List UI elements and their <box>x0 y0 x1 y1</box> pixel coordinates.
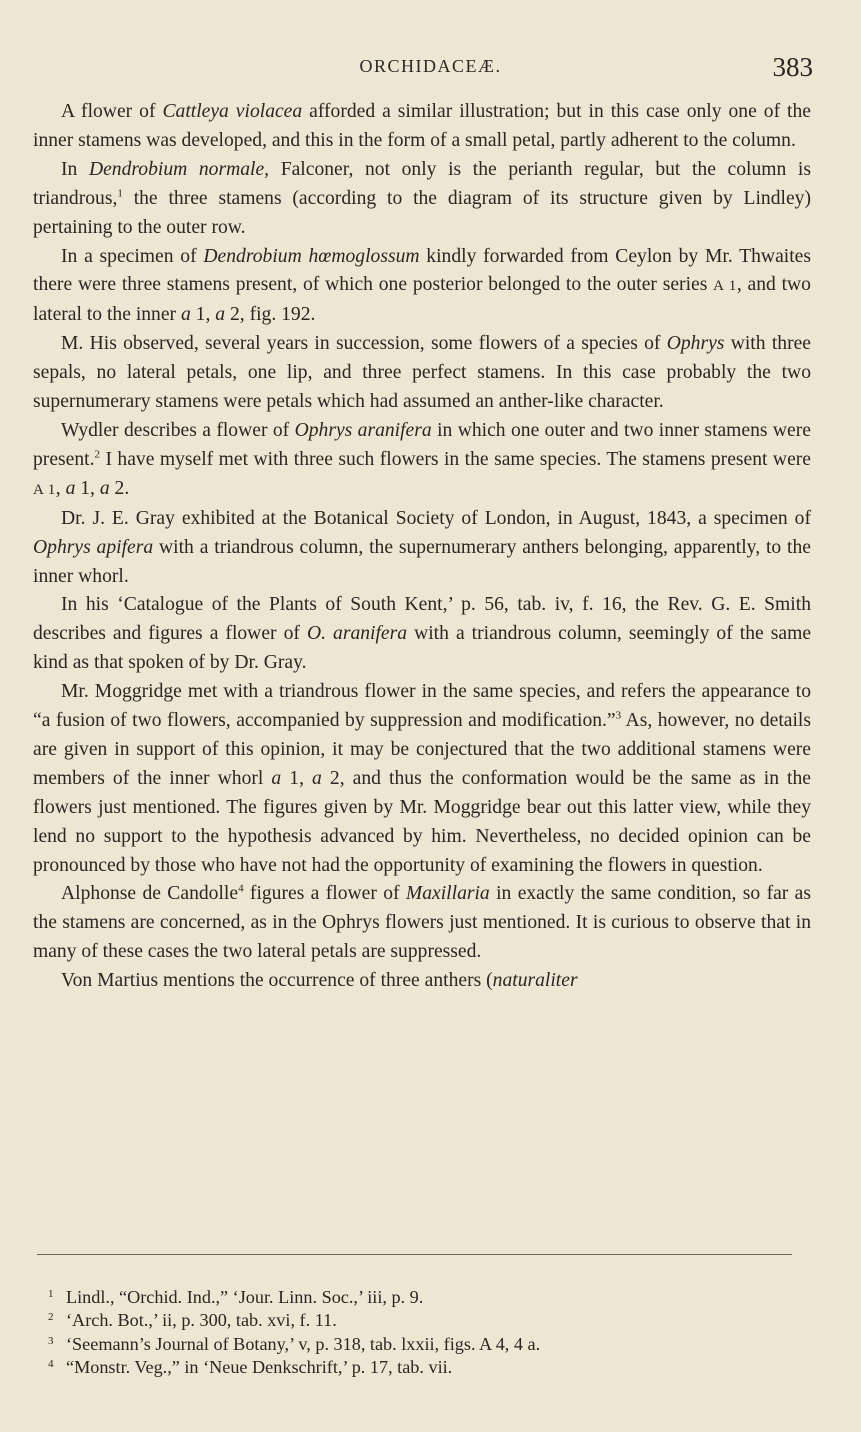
footnote <box>48 1309 808 1332</box>
text-run: afforded a similar illustration; but in this case only one of the inner stamens was developed, and this in the form of a small petal, partly adherent to the column. <box>33 101 811 151</box>
paragraph <box>33 880 811 967</box>
text-run: 2. <box>109 477 130 499</box>
text-run: Falconer, not only is the perianth regular, but the column is triandrous, <box>33 158 811 209</box>
text-run: 2, fig. 192. <box>225 304 316 326</box>
italic-run: Cattleya violacea <box>162 101 303 122</box>
text-run: Wydler describes a flower of <box>61 419 295 441</box>
text-run: , <box>55 477 66 499</box>
text-run: Mr. Moggridge met with a triandrous flower in the same species, and refers the appearance to “a fusion of two flowers, accompanied by suppression and modification.” <box>33 681 811 732</box>
italic-run: Dendrobium hœmoglossum <box>203 245 420 267</box>
paragraph <box>33 330 811 417</box>
footnote-text: Lindl., “Orchid. Ind.,” ‘Jour. Linn. Soc.,’ iii, p. 9. <box>66 1287 424 1307</box>
text-run: Dr. J. E. Gray exhibited at the Botanical Society of London, in August, 1843, a specimen of <box>61 507 811 529</box>
text-run: A flower of <box>61 101 163 122</box>
paragraph <box>33 417 811 505</box>
page-number: 383 <box>772 52 813 82</box>
text-run: In his ‘Catalogue of the Plants of South Kent,’ p. 56, tab. iv, f. 16, the Rev. G. E. Smith describes and figures a flower of <box>33 594 811 645</box>
paragraph <box>33 98 811 156</box>
text-run: the three stamens (according to the diagram of its structure given by Lindley) pertaining to the outer row. <box>33 187 811 238</box>
italic-run: Ophrys aranifera <box>294 419 432 441</box>
running-title: ORCHIDACEÆ. <box>359 56 502 76</box>
footnote-number: 4 <box>48 1357 54 1370</box>
text-run: kindly forwarded from Ceylon by Mr. Thwaites there were three stamens present, of which one posterior belonged to the outer series <box>33 245 811 296</box>
text-run: , and two lateral to the inner <box>33 274 811 326</box>
text-run: in which one outer and two inner stamens were present. <box>33 419 811 470</box>
paragraph <box>33 156 811 243</box>
footnote-number: 1 <box>48 1288 54 1300</box>
text-run: figures a flower of <box>243 883 406 905</box>
text-run: I have myself met with three such flowers in the same species. The stamens present were <box>99 448 811 470</box>
italic-run: a <box>180 304 191 326</box>
body-text <box>33 98 811 996</box>
text-run: A 1 <box>33 481 56 498</box>
footnote-text: ‘Arch. Bot.,’ ii, p. 300, tab. xvi, f. 11. <box>66 1310 337 1331</box>
text-run: with a triandrous column, seemingly of the same kind as that spoken of by Dr. Gray. <box>33 623 812 674</box>
paragraph <box>33 243 811 331</box>
running-head <box>0 52 861 86</box>
text-run: with three sepals, no lateral petals, one lip, and three perfect stamens. In this case probably the two supernumerary stamens were petals which had assumed an anther-like character. <box>33 333 811 413</box>
footnote-number: 2 <box>48 1311 54 1324</box>
italic-run: a <box>271 767 282 789</box>
text-run: with a triandrous column, the supernumerary anthers belonging, apparently, to the inner whorl. <box>33 536 811 587</box>
paragraph <box>33 505 811 592</box>
paragraph <box>33 967 811 996</box>
footnote-ref: 4 <box>238 882 244 895</box>
text-run: A 1 <box>713 278 737 295</box>
italic-run: Ophrys <box>666 333 725 355</box>
text-run: M. His observed, several years in succession, some flowers of a species of <box>61 333 667 355</box>
text-run: Alphonse de Candolle <box>61 883 239 905</box>
italic-run: O. aranifera <box>306 623 408 645</box>
footnote <box>48 1356 808 1379</box>
footnote-ref: 2 <box>94 448 100 461</box>
italic-run: Dendrobium normale, <box>88 158 270 180</box>
text-run: In <box>61 158 89 180</box>
text-run: Von Martius mentions the occurrence of three anthers ( <box>61 970 493 992</box>
italic-run: a <box>215 304 226 326</box>
footnote-rule <box>37 1254 792 1255</box>
italic-run: Ophrys apifera <box>33 536 154 558</box>
text-run: In a specimen of <box>61 245 204 267</box>
text-run: 1, <box>190 304 216 326</box>
italic-run: naturaliter <box>492 970 578 992</box>
footnote-text: ‘Seemann’s Journal of Botany,’ v, p. 318, tab. lxxii, figs. A 4, 4 a. <box>66 1333 541 1354</box>
text-run: 1, <box>75 477 100 499</box>
italic-run: Maxillaria <box>405 883 490 905</box>
footnote-ref: 1 <box>117 187 123 200</box>
text-run: 2, and thus the conformation would be the same as in the flowers just mentioned. The figures given by Mr. Moggridge bear out this latter view, while they lend no support to the hypothesis advanced by him. Nevertheless, no decided opinion can be pronounced by those who have not had the opportunity of examining the flowers in question. <box>33 767 811 876</box>
text-run: As, however, no details are given in support of this opinion, it may be conjectured that the two additional stamens were members of the inner whorl <box>33 710 811 789</box>
italic-run: a <box>312 767 322 789</box>
footnotes <box>48 1286 808 1379</box>
paragraph <box>33 591 811 678</box>
text-run: in exactly the same condition, so far as the stamens are concerned, as in the Ophrys flowers just mentioned. It is curious to observe that in many of these cases the two lateral petals are suppressed. <box>33 883 811 963</box>
italic-run: a <box>65 477 76 499</box>
footnote-number: 3 <box>48 1334 54 1347</box>
footnote <box>48 1286 808 1309</box>
paragraph <box>33 678 811 880</box>
text-run: 1, <box>281 767 313 789</box>
footnote-text: “Monstr. Veg.,” in ‘Neue Denkschrift,’ p. 17, tab. vii. <box>66 1356 453 1377</box>
italic-run: a <box>99 477 110 499</box>
footnote <box>48 1333 808 1356</box>
footnote-ref: 3 <box>615 709 622 722</box>
